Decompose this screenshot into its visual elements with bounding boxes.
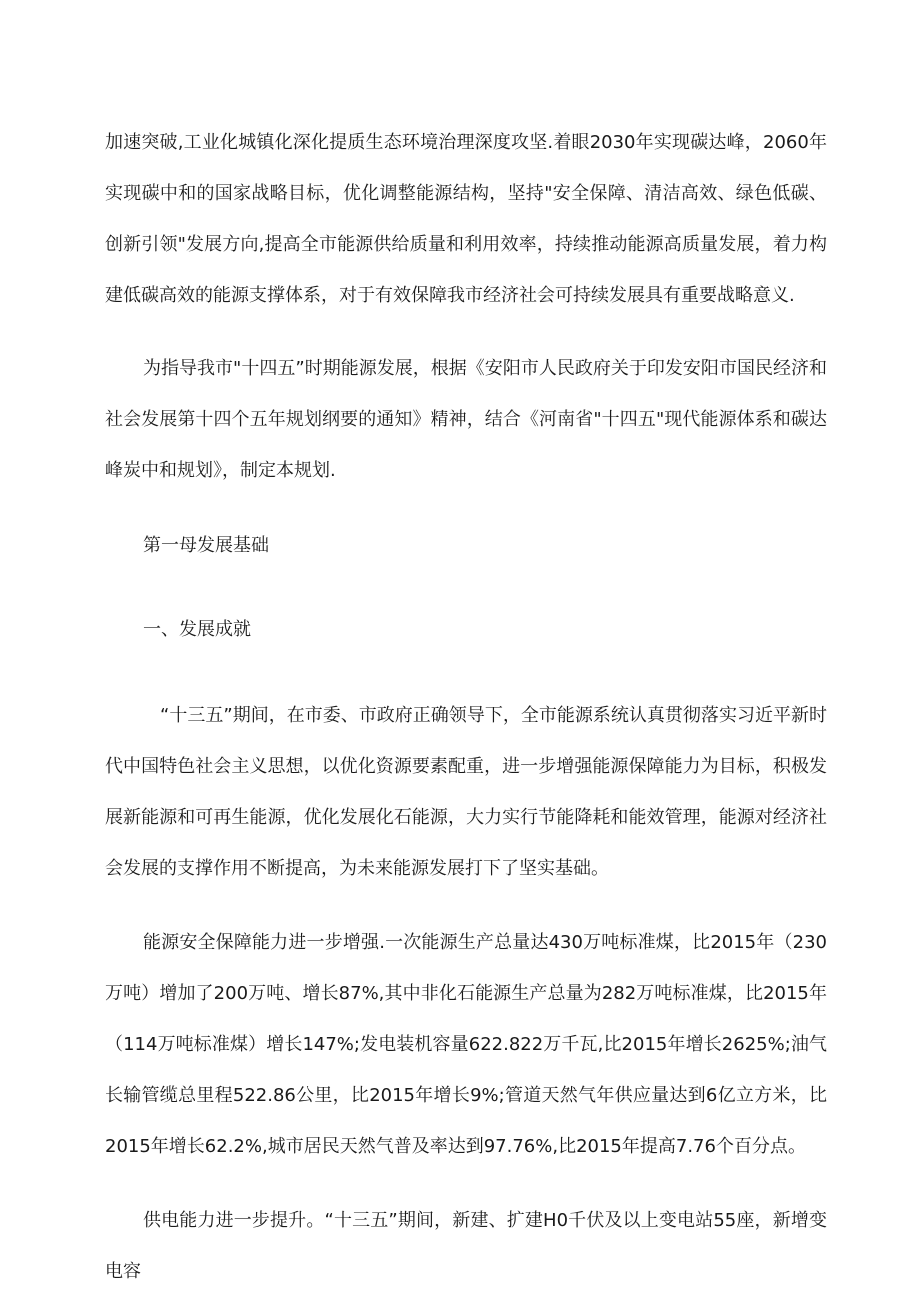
paragraph-achievements-overview: “十三五”期间，在市委、市政府正确领导下，全市能源系统认真贯彻落实习近平新时代中国特色社会主义思想，以优化资源要素配重，进一步增强能源保障能力为目标，积极发展新能源和可再生能源，优化发展化石能源，大力实行节能降耗和能效管理，能源对经济社会发展的支撑作用不断提高，为未来能源发展打下了坚实基础。: [105, 705, 827, 879]
section-heading-development-basis: 第一母发展基础: [143, 535, 269, 556]
paragraph-strategy-goals: 加速突破,工业化城镇化深化提质生态环境治理深度攻坚.着眼2030年实现碳达峰，2060年实现碳中和的国家战略目标，优化调整能源结构，坚持"安全保障、清洁高效、绿色低碳、创新引领"发展方向,提高全市能源供给质量和利用效率，持续推动能源高质量发展，着力构建低碳高效的能源支撑体系，对于有效保障我市经济社会可持续发展具有重要战略意义.: [105, 132, 827, 306]
paragraph-power-supply: 供电能力进一步提升。“十三五”期间，新建、扩建H0千伏及以上变电站55座，新增变电容: [105, 1210, 827, 1282]
subsection-heading-achievements: 一、发展成就: [143, 619, 251, 640]
paragraph-energy-security: 能源安全保障能力进一步增强.一次能源生产总量达430万吨标准煤，比2015年（230万吨）增加了200万吨、增长87%,其中非化石能源生产总量为282万吨标准煤，比2015年（114万吨标准煤）增长147%;发电装机容量622.822万千瓦,比2015年增长2625%;油气长输管缆总里程522.86公里，比2015年增长9%;管道天然气年供应量达到6亿立方米，比2015年增长62.2%,城市居民天然气普及率达到97.76%,比2015年提高7.76个百分点。: [105, 932, 827, 1157]
paragraph-planning-basis: 为指导我市"十四五”时期能源发展，根据《安阳市人民政府关于印发安阳市国民经济和社会发展第十四个五年规划纲要的通知》精神，结合《河南省"十四五"现代能源体系和碳达峰炭中和规划》，制定本规划.: [105, 358, 827, 481]
